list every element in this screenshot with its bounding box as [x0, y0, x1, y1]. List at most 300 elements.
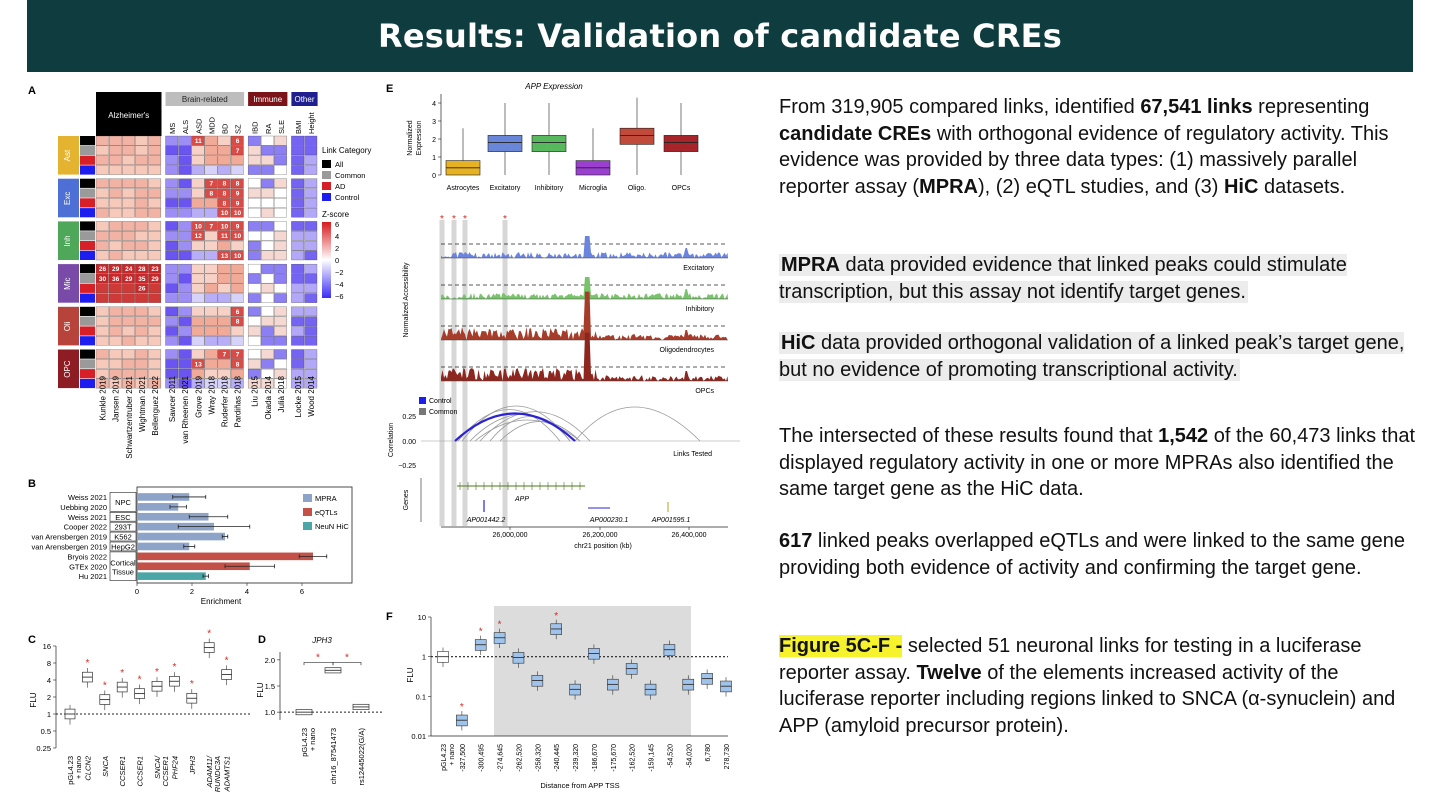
heatmap-cell [218, 317, 231, 326]
heatmap-cell [166, 359, 179, 368]
column-label-bottom: Bellenguez 2022 [150, 376, 160, 436]
heatmap-cell [205, 336, 218, 345]
heatmap-cell [166, 156, 179, 165]
heatmap-cell [179, 146, 192, 155]
heatmap-cell [218, 156, 231, 165]
heatmap-cell [218, 294, 231, 303]
heatmap-cell [179, 251, 192, 260]
paragraph-overview: From 319,905 compared links, identified 67,541 links representing candidate CREs with orthogonal evidence of regulatory activity. This evidence was provided by three data types: (1) massively parallel reporter assay (MPRA), (2) eQTL studies, and (3) HiC datasets. [779, 96, 1389, 198]
expr-box [620, 128, 654, 144]
y-tick-label: 3 [432, 119, 436, 126]
heatmap-cell [248, 359, 261, 368]
link-category-swatch [80, 156, 95, 165]
enrichment-cell-label: HepG2 [111, 542, 135, 552]
heatmap-cell-value: 10 [194, 223, 202, 231]
heatmap-cell [205, 274, 218, 283]
category-label: CCSER1 [161, 756, 170, 787]
heatmap-cell [166, 251, 179, 260]
heatmap-cell [231, 326, 244, 335]
heatmap-cell [291, 294, 304, 303]
heatmap-cell [261, 136, 274, 145]
significance-star: * [316, 652, 320, 664]
link-category-swatch [322, 171, 331, 179]
paragraph-hic: HiC data provided orthogonal validation of a linked peak’s target gene, but no evidence of promoting transcriptional activity. [779, 332, 1405, 381]
heatmap-cell [248, 294, 261, 303]
heatmap-cell [148, 294, 161, 303]
corr-ylabel: Correlation [388, 422, 395, 458]
heatmap-cell [135, 241, 148, 250]
significance-star: * [155, 667, 159, 679]
category-label: SNCA [100, 756, 110, 777]
link-category-swatch [80, 284, 95, 293]
significance-star: * [189, 679, 194, 691]
heatmap-cell [122, 326, 135, 335]
heatmap-cell [148, 284, 161, 293]
heatmap-cell [274, 165, 287, 174]
heatmap-cell [261, 294, 274, 303]
panel-c-luciferase [28, 628, 250, 792]
heatmap-cell [274, 274, 287, 283]
heatmap-cell [274, 350, 287, 359]
heatmap-cell [109, 307, 122, 316]
link-category-swatch [80, 198, 95, 207]
y-tick-label: 1 [46, 710, 51, 719]
column-label-top: MDD [207, 116, 217, 134]
heatmap-cell [192, 317, 205, 326]
zscore-tick: 2 [335, 244, 340, 253]
y-tick-label: 0 [432, 173, 436, 180]
heatmap-cell [109, 156, 122, 165]
heatmap-cell [305, 189, 318, 198]
heatmap-cell [135, 359, 148, 368]
y-tick-label: 2.0 [264, 655, 275, 665]
expr-box [488, 135, 522, 151]
paragraph-mpra: MPRA data provided evidence that linked peaks could stimulate transcription, but this assay not identify target genes. [779, 254, 1347, 303]
heatmap-cell [122, 231, 135, 240]
heatmap-cell [148, 221, 161, 230]
heatmap-cell [109, 284, 122, 293]
enrichment-cell-label: Tissue [112, 567, 134, 577]
heatmap-cell [261, 231, 274, 240]
heatmap-cell [135, 326, 148, 335]
link-category-swatch [322, 182, 331, 190]
heatmap-cell [261, 307, 274, 316]
link-category-swatch [80, 317, 95, 326]
heatmap-cell [179, 221, 192, 230]
corr-legend-label: Control [429, 398, 452, 405]
enrichment-legend-swatch [303, 522, 312, 530]
significance-star: * [172, 662, 177, 674]
heatmap-cell [179, 156, 192, 165]
column-label-top: MS [168, 122, 178, 134]
heatmap-cell [135, 136, 148, 145]
heatmap-cell [291, 198, 304, 207]
heatmap-cell [261, 208, 274, 217]
x-tick-label: 4 [244, 587, 250, 596]
heatmap-cell-value: 9 [235, 190, 240, 198]
heatmap-cell [291, 208, 304, 217]
heatmap-cell [218, 241, 231, 250]
heatmap-cell [122, 350, 135, 359]
column-label-top: ASD [194, 118, 204, 134]
heatmap-cell [205, 165, 218, 174]
heatmap-cell [305, 179, 318, 188]
heatmap-cell [109, 208, 122, 217]
heatmap-cell [179, 307, 192, 316]
heatmap-cell [135, 198, 148, 207]
y-tick-label: 1 [432, 155, 436, 162]
column-label-bottom: Grove 2019 [194, 376, 204, 418]
heatmap-cell [248, 198, 261, 207]
heatmap-cell [96, 136, 109, 145]
panel-d-title: JPH3 [312, 636, 332, 645]
heatmap-cell [96, 350, 109, 359]
column-label-top: BMI [293, 120, 303, 134]
enrichment-cell-label: K562 [114, 532, 132, 542]
y-tick-label: 4 [432, 101, 436, 108]
heatmap-cell-value: 35 [138, 275, 146, 283]
heatmap-cell [179, 336, 192, 345]
heatmap-cell [248, 284, 261, 293]
heatmap-cell [96, 284, 109, 293]
heatmap-cell [179, 241, 192, 250]
heatmap-cell-value: 23 [151, 266, 159, 274]
significance-star: * [459, 702, 464, 714]
heatmap-cell [231, 284, 244, 293]
column-label-top: SZ [233, 124, 243, 134]
link-category-swatch [80, 208, 95, 217]
accessibility-track [441, 236, 728, 258]
heatmap-cell [179, 317, 192, 326]
heatmap-cell [96, 146, 109, 155]
heatmap-cell [166, 274, 179, 283]
heatmap-cell [135, 294, 148, 303]
x-axis-label: Distance from APP TSS [540, 781, 620, 790]
heatmap-cell [135, 156, 148, 165]
heatmap-cell [148, 307, 161, 316]
heatmap-cell [291, 241, 304, 250]
panel-e-letter: E [386, 83, 394, 95]
heatmap-cell [248, 274, 261, 283]
heatmap-cell [109, 336, 122, 345]
heatmap-cell [166, 307, 179, 316]
panel-c-letter: C [28, 634, 36, 646]
category-label: -159,145 [648, 744, 656, 772]
significance-star: * [137, 674, 142, 686]
heatmap-cell [291, 264, 304, 273]
heatmap-cell [135, 189, 148, 198]
heatmap-cell [96, 208, 109, 217]
y-axis-label: Expression [416, 120, 423, 156]
y-tick-label: 0.25 [36, 744, 51, 753]
column-label-bottom: Schwartzentruber 2021 [124, 376, 134, 459]
heatmap-cell [122, 359, 135, 368]
category-label: 6,780 [705, 744, 713, 762]
heatmap-cell [291, 317, 304, 326]
panel-f-letter: F [386, 611, 393, 623]
heatmap-cell [218, 264, 231, 273]
heatmap-cell [218, 165, 231, 174]
celltype-label: Astrocytes [446, 185, 480, 192]
significance-star: * [224, 655, 229, 667]
heatmap-cell [96, 231, 109, 240]
heatmap-cell [96, 165, 109, 174]
heatmap-cell [166, 241, 179, 250]
link-category-label: Control [335, 193, 360, 202]
heatmap-cell-value: 13 [220, 252, 229, 260]
heatmap-cell [109, 241, 122, 250]
heatmap-cell-value: 8 [235, 318, 240, 326]
link-category-label: Common [335, 171, 366, 180]
heatmap-cell [109, 326, 122, 335]
accessibility-track [441, 277, 728, 299]
heatmap-cell [148, 189, 161, 198]
corr-tick-label: 0.00 [402, 439, 416, 446]
x-tick-label: 26,200,000 [582, 532, 618, 539]
column-label-bottom: Wray 2018 [207, 376, 217, 415]
heatmap-cell [122, 146, 135, 155]
heatmap-cell [218, 307, 231, 316]
enrichment-bar [137, 543, 189, 551]
heatmap-cell [291, 350, 304, 359]
y-tick-label: 0.5 [40, 727, 51, 736]
column-label-bottom: Julià 2018 [276, 376, 286, 413]
heatmap-cell [231, 165, 244, 174]
link-category-swatch [80, 264, 95, 273]
heatmap-cell [179, 294, 192, 303]
zscore-tick: −6 [335, 292, 344, 301]
enrichment-bar [137, 572, 206, 580]
heatmap-cell [261, 146, 274, 155]
heatmap-cell-value: 7 [222, 351, 227, 359]
heatmap-cell [109, 189, 122, 198]
heatmap-cell [291, 136, 304, 145]
heatmap-cell [148, 251, 161, 260]
heatmap-cell [148, 241, 161, 250]
category-label: -54,520 [667, 744, 675, 768]
y-tick-label: 1.0 [264, 708, 275, 718]
heatmap-cell [122, 189, 135, 198]
y-tick-label: 2 [432, 137, 436, 144]
heatmap-cell [274, 284, 287, 293]
heatmap-cell [261, 189, 274, 198]
heatmap-cell [148, 165, 161, 174]
heatmap-cell-value: 8 [235, 361, 240, 369]
heatmap-cell [135, 146, 148, 155]
panel-b-xlabel: Enrichment [200, 597, 242, 606]
column-label-top: RA [263, 123, 273, 134]
heatmap-cell [274, 136, 287, 145]
significance-star: * [85, 657, 90, 669]
heatmap-cell-value: 11 [194, 138, 202, 145]
enrichment-study-label: GTEx 2020 [69, 562, 107, 572]
enrichment-legend-swatch [303, 494, 312, 502]
heatmap-cell [148, 198, 161, 207]
heatmap-cell [261, 326, 274, 335]
zscore-tick: 6 [335, 220, 340, 229]
link-category-swatch [80, 231, 95, 240]
heatmap-cell [109, 350, 122, 359]
heatmap-cell [148, 208, 161, 217]
link-category-label: AD [335, 182, 346, 191]
heatmap-cell [166, 221, 179, 230]
link-category-title: Link Category [322, 146, 372, 155]
heatmap-cell [274, 221, 287, 230]
heatmap-cell [291, 307, 304, 316]
heatmap-cell [122, 198, 135, 207]
heatmap-cell [135, 165, 148, 174]
heatmap-cell [261, 284, 274, 293]
paragraph-luciferase: Figure 5C-F - selected 51 neuronal links for testing in a luciferase reporter assay. Twelve of the elements increased activity of the luciferase reporter including regions linked to SNCA (α-synuclein) and APP (amyloid precursor protein). [779, 635, 1396, 737]
celltype-label: Excitatory [489, 185, 521, 192]
heatmap-cell [218, 359, 231, 368]
group-label: Brain-related [181, 95, 228, 104]
heatmap-cell-value: 12 [194, 233, 202, 241]
heatmap-cell [96, 189, 109, 198]
zscore-tick: −2 [335, 268, 344, 277]
heatmap-cell [274, 336, 287, 345]
heatmap-cell [261, 274, 274, 283]
category-label: CCSER1 [135, 756, 145, 787]
heatmap-cell [291, 165, 304, 174]
heatmap-cell [205, 284, 218, 293]
heatmap-cell [274, 179, 287, 188]
heatmap-cell [96, 336, 109, 345]
column-label-bottom: Jansen 2019 [111, 376, 121, 422]
column-label-bottom: Liu 2015 [250, 376, 260, 407]
heatmap-cell-value: 7 [209, 180, 214, 188]
heatmap-cell [291, 284, 304, 293]
panel-e-app-locus [386, 82, 740, 550]
category-label: CLCN2 [83, 756, 93, 781]
heatmap-cell [218, 136, 231, 145]
heatmap-cell [261, 317, 274, 326]
heatmap-cell [248, 136, 261, 145]
category-label: + nano [74, 756, 83, 780]
heatmap-cell [109, 294, 122, 303]
heatmap-cell [179, 284, 192, 293]
heatmap-cell [305, 221, 318, 230]
heatmap-cell-value: 13 [194, 361, 202, 369]
celltype-label: OPC [63, 360, 72, 378]
category-label: -175,670 [610, 744, 618, 772]
heatmap-cell-value: 28 [138, 266, 146, 274]
heatmap-cell [274, 307, 287, 316]
celltype-label: Inh [63, 235, 72, 247]
heatmap-cell-value: 9 [235, 200, 240, 208]
celltype-label: Oli [63, 321, 72, 332]
heatmap-cell [248, 189, 261, 198]
celltype-label: Microglia [578, 185, 608, 192]
heatmap-cell [205, 317, 218, 326]
heatmap-cell [305, 251, 318, 260]
heatmap-cell [96, 241, 109, 250]
heatmap-cell [205, 251, 218, 260]
heatmap-cell [109, 221, 122, 230]
x-tick-label: 26,000,000 [492, 532, 528, 539]
heatmap-cell [205, 146, 218, 155]
link-category-swatch [80, 274, 95, 283]
category-label: -327,500 [459, 744, 467, 772]
heatmap-cell [192, 284, 205, 293]
heatmap-cell [305, 208, 318, 217]
enrichment-cell-label: ESC [115, 512, 131, 522]
heatmap-cell [166, 294, 179, 303]
enrichment-study-label: Uebbing 2020 [60, 502, 107, 512]
heatmap-cell [305, 146, 318, 155]
heatmap-cell [205, 294, 218, 303]
heatmap-cell [109, 146, 122, 155]
heatmap-cell [179, 264, 192, 273]
significance-star: * [440, 214, 444, 225]
heatmap-cell [274, 241, 287, 250]
heatmap-cell [135, 221, 148, 230]
y-tick-label: 1.5 [264, 682, 275, 691]
heatmap-cell [305, 294, 318, 303]
heatmap-cell [192, 307, 205, 316]
y-tick-label: 10 [417, 613, 426, 622]
heatmap-cell [205, 350, 218, 359]
heatmap-cell [261, 156, 274, 165]
heatmap-cell [192, 264, 205, 273]
link-category-swatch [80, 294, 95, 303]
heatmap-cell-value: 10 [233, 252, 242, 260]
heatmap-cell [192, 179, 205, 188]
genes-label: Genes [403, 489, 410, 511]
enrichment-legend-label: NeuN HiC [315, 522, 349, 531]
heatmap-cell [122, 251, 135, 260]
column-label-bottom: Okada 2014 [263, 376, 273, 420]
heatmap-cell [179, 179, 192, 188]
heatmap-cell [305, 156, 318, 165]
heatmap-cell [248, 221, 261, 230]
heatmap-cell [179, 189, 192, 198]
enrichment-study-label: Hu 2021 [78, 572, 107, 582]
link-category-swatch [80, 146, 95, 155]
category-label: -240,445 [554, 744, 562, 772]
enrichment-legend-swatch [303, 508, 312, 516]
category-label: -162,520 [629, 744, 637, 772]
category-label: ADAM11/ [205, 756, 215, 788]
heatmap-cell [248, 165, 261, 174]
expr-box [664, 135, 698, 151]
link-category-swatch [80, 369, 95, 378]
heatmap-cell [274, 156, 287, 165]
heatmap-cell-value: 8 [222, 200, 227, 208]
corr-legend-label: Common [429, 409, 458, 416]
heatmap-cell [166, 136, 179, 145]
significance-star: * [102, 680, 107, 692]
heatmap-cell [274, 359, 287, 368]
heatmap-cell [135, 317, 148, 326]
heatmap-cell-value: 24 [125, 266, 133, 274]
heatmap-cell-value: 8 [235, 180, 240, 188]
significance-star: * [345, 652, 349, 664]
significance-star: * [452, 214, 456, 225]
heatmap-cell [248, 317, 261, 326]
heatmap-cell [122, 221, 135, 230]
heatmap-cell [192, 326, 205, 335]
enrichment-cell-label: 293T [114, 522, 132, 532]
heatmap-cell [218, 274, 231, 283]
heatmap-cell-value: 36 [112, 275, 120, 283]
zscore-tick: 0 [335, 256, 340, 265]
heatmap-cell [261, 165, 274, 174]
column-label-bottom: Ruderfer 2018 [220, 376, 230, 428]
link-category-swatch [80, 241, 95, 250]
heatmap-cell [166, 146, 179, 155]
panel-f-luciferase [386, 606, 732, 790]
